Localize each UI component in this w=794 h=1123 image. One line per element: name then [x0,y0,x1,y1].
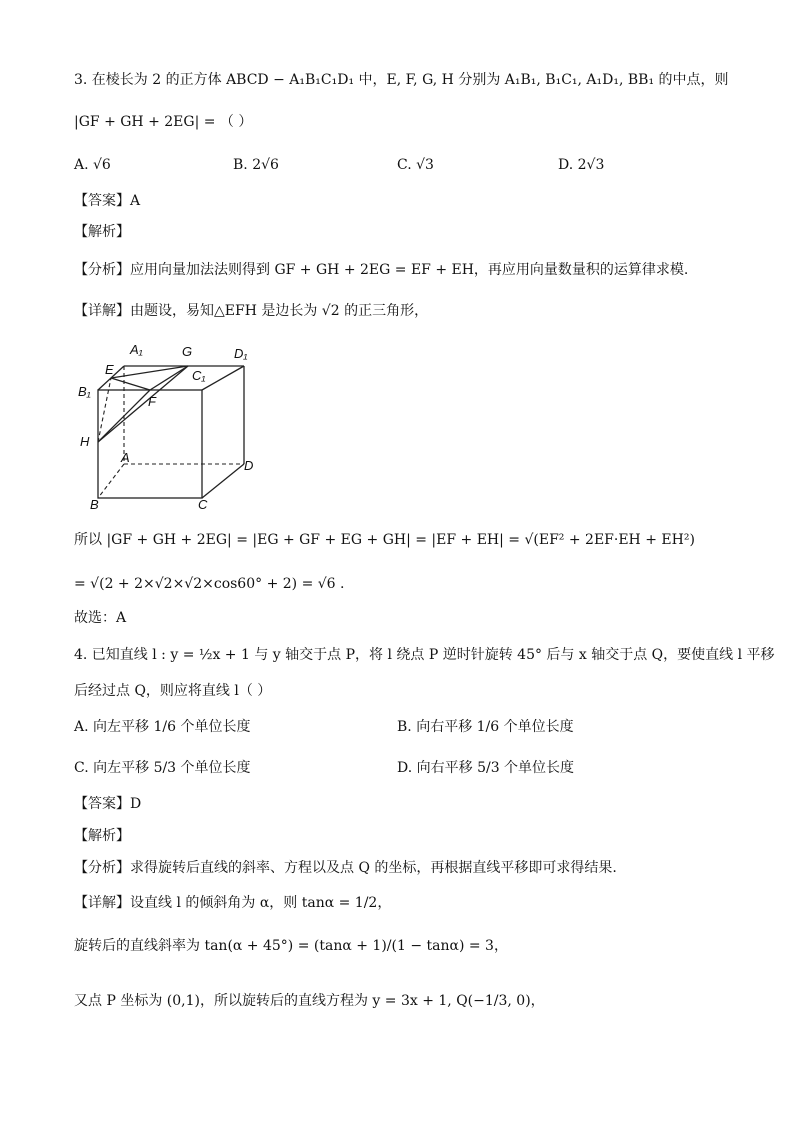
q4-analysis-label: 【解析】 [74,828,130,844]
q4-option-b: B. 向右平移 1/6 个单位长度 [397,719,574,735]
q3-stem-line1: 3. 在棱长为 2 的正方体 ABCD − A₁B₁C₁D₁ 中，E, F, G, H 分别为 A₁B₁, B₁C₁, A₁D₁, BB₁ 的中点，则 [74,72,729,88]
label-c: C [198,497,208,512]
q4-answer-label: 【答案】 [74,796,130,812]
q4-option-c: C. 向左平移 5/3 个单位长度 [74,760,251,776]
q4-stem-line1: 4. 已知直线 l : y = ½x + 1 与 y 轴交于点 P，将 l 绕点 P 逆时针旋转 45° 后与 x 轴交于点 Q，要使直线 l 平移 [74,647,775,663]
label-a1: A₁ [130,342,143,357]
label-d: D [244,458,254,473]
q3-option-d: D. 2√3 [558,157,605,173]
label-d1: D₁ [234,346,248,361]
q3-answer-label: 【答案】 [74,193,130,209]
label-h: H [80,434,90,449]
label-f: F [148,394,156,409]
q4-option-d: D. 向右平移 5/3 个单位长度 [397,760,575,776]
q3-option-c: C. √3 [397,157,434,173]
q4-option-a: A. 向左平移 1/6 个单位长度 [74,719,251,735]
q3-answer-value: A [130,193,141,209]
q4-answer-value: D [130,796,142,812]
q3-xiangjie: 【详解】由题设，易知△EFH 是边长为 √2 的正三角形， [74,303,429,319]
q3-derivation-2: = √(2 + 2×√2×√2×cos60° + 2) = √6 . [74,576,345,592]
q3-stem-line2: |GF + GH + 2EG| = （ ） [74,114,253,130]
q3-fenxi: 【分析】应用向量加法法则得到 GF + GH + 2EG = EF + EH，再应用向量数量积的运算律求模. [74,262,689,278]
label-a: A [121,450,130,465]
q3-option-a: A. √6 [74,157,111,173]
label-b1: B₁ [78,384,91,399]
q4-stem-line2: 后经过点 Q，则应将直线 l（ ） [74,683,272,699]
q3-option-b: B. 2√6 [233,157,279,173]
q3-analysis-label: 【解析】 [74,224,130,240]
q4-point: 又点 P 坐标为 (0,1)，所以旋转后的直线方程为 y = 3x + 1, Q(−1/3, 0)， [74,993,545,1009]
label-c1: C₁ [192,368,206,383]
q4-answer-row [74,796,141,813]
q4-xiangjie: 【详解】设直线 l 的倾斜角为 α，则 tanα = 1/2， [74,895,392,911]
label-g: G [182,344,193,359]
cube-figure [74,338,274,518]
q3-guxuan: 故选：A [74,610,127,626]
q4-slope: 旋转后的直线斜率为 tan(α + 45°) = (tanα + 1)/(1 − tanα) = 3， [74,938,508,954]
label-b: B [90,497,99,512]
q4-fenxi: 【分析】求得旋转后直线的斜率、方程以及点 Q 的坐标，再根据直线平移即可求得结果. [74,860,617,876]
q3-derivation-1: 所以 |GF + GH + 2EG| = |EG + GF + EG + GH| = |EF + EH| = √(EF² + 2EF·EH + EH²) [74,532,695,548]
label-e: E [105,362,114,377]
q3-answer-row [74,193,140,210]
